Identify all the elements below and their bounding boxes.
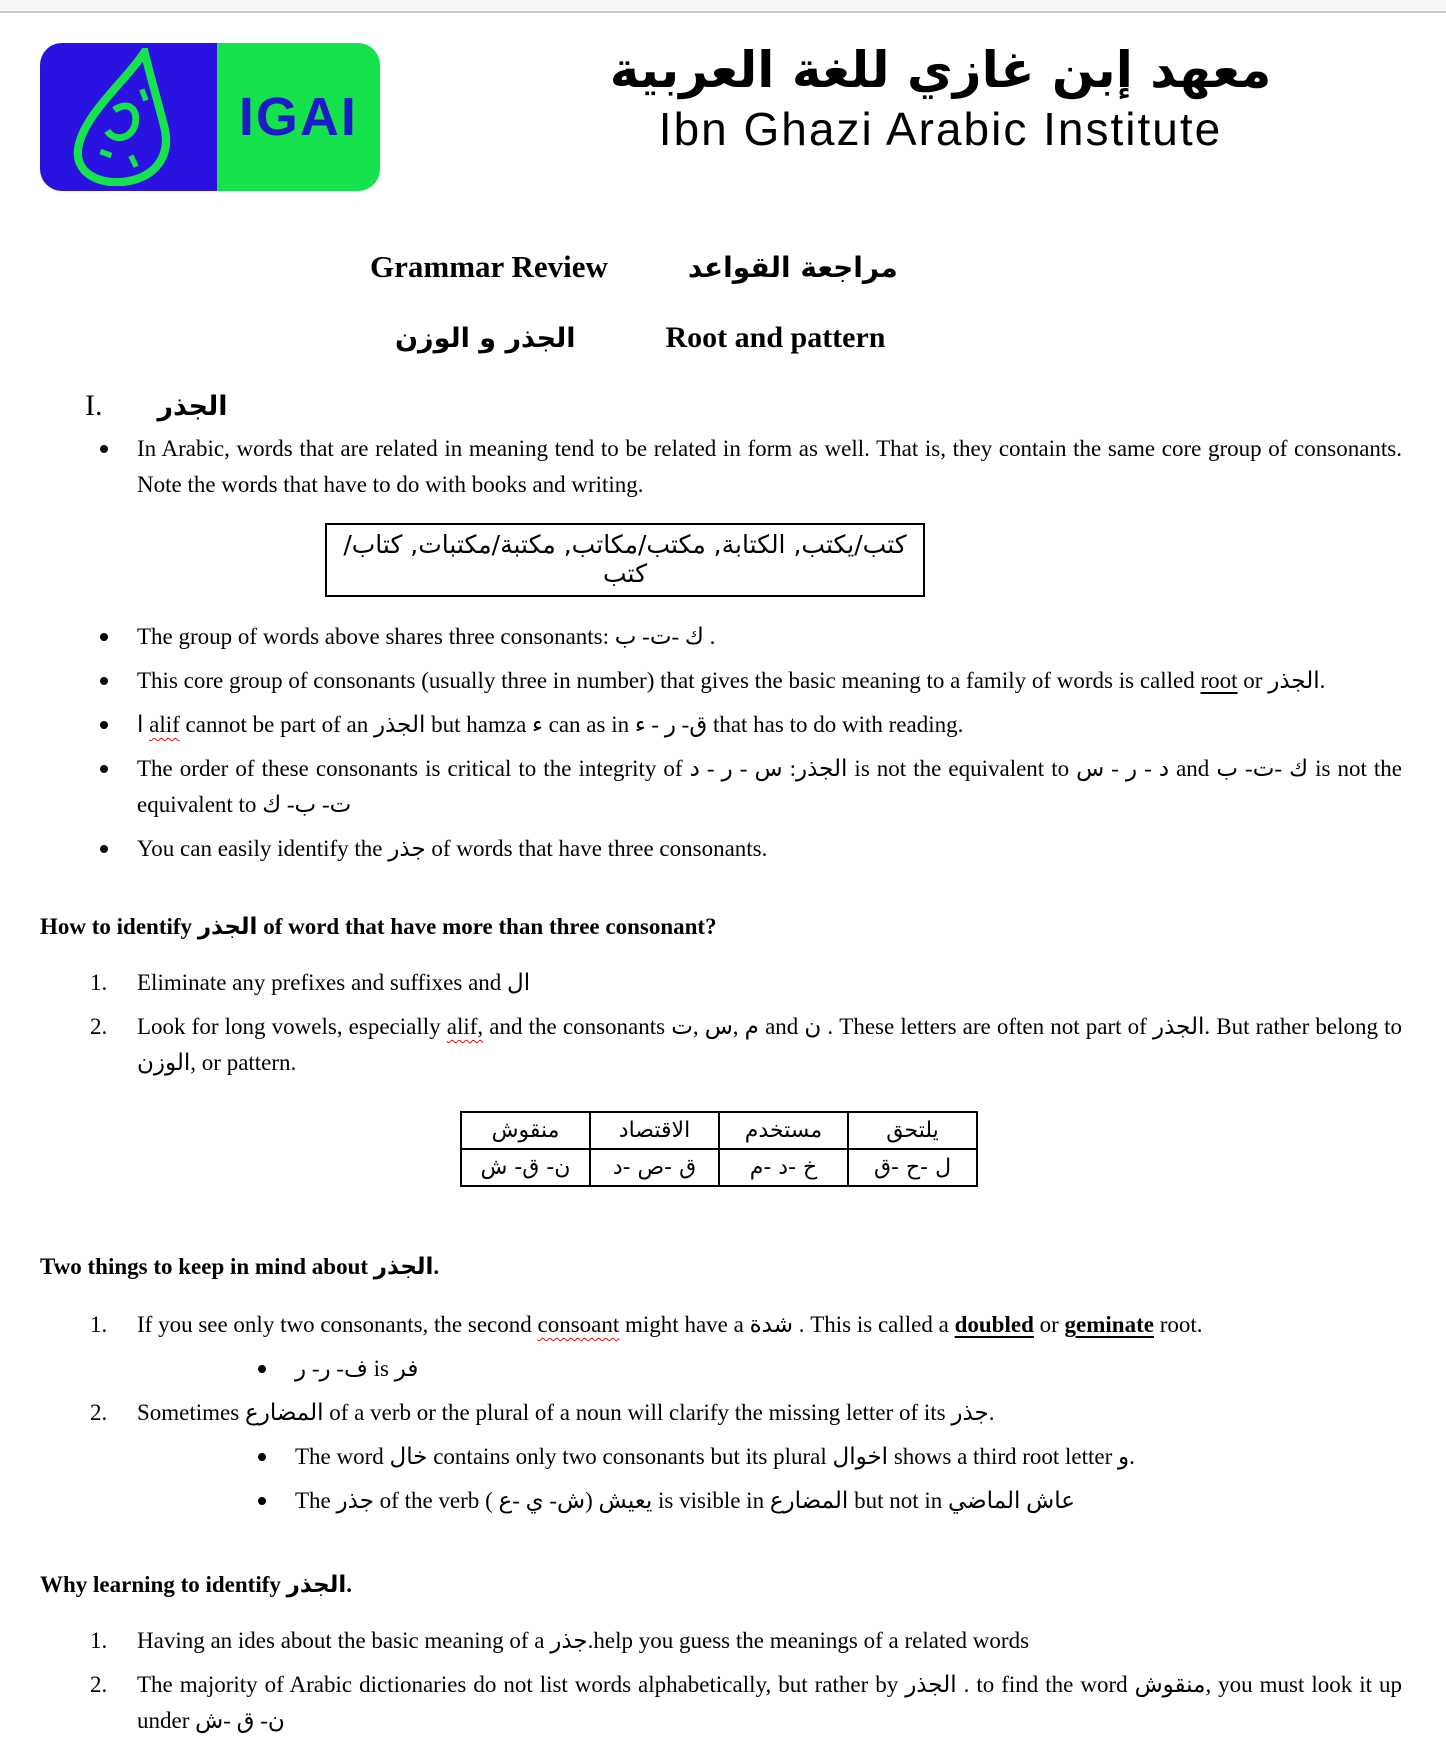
document-page xyxy=(0,43,1446,1739)
bullet-icon xyxy=(258,1365,266,1373)
logo-acronym: IGAI xyxy=(238,87,358,147)
bullet-consonant-order xyxy=(40,751,1406,823)
doc-title-english: Grammar Review xyxy=(370,249,608,284)
institute-names xyxy=(355,43,1406,156)
heading-two-things: Two things to keep in mind about الجذر. xyxy=(40,1254,440,1279)
twothings-item-2-sub2-text: The جذر of the verb يعيش (ش- ي -ع ) is visible in المضارع but not in عاش الماضي xyxy=(295,1488,1075,1513)
twothings-item-1-sub-text xyxy=(295,1351,1406,1387)
table-root-cell: ن- ق- ش xyxy=(461,1149,590,1186)
spellcheck-word-consoant: consoant xyxy=(537,1312,620,1337)
text-segment: ا xyxy=(137,712,150,737)
howto-item-1 xyxy=(40,965,1406,1001)
list-number: 1. xyxy=(90,1628,108,1653)
bullet-intro xyxy=(40,431,1406,503)
spellcheck-word-alif: alif xyxy=(149,712,180,737)
howto-item-2-text xyxy=(137,1009,1406,1081)
title-row xyxy=(40,249,1406,285)
text-segment: Look for long vowels, especially xyxy=(137,1014,447,1039)
roots-table-root-row xyxy=(461,1149,977,1186)
underlined-word-root: root xyxy=(1200,668,1238,693)
doc-subtitle-english: Root and pattern xyxy=(665,321,886,354)
table-root-cell: ل -ح -ق xyxy=(848,1149,977,1186)
table-root-cell: خ -د -م xyxy=(719,1149,848,1186)
table-header-cell: مستخدم xyxy=(719,1112,848,1149)
bullet-intro-text: In Arabic, words that are related in meaning tend to be related in form as well. That is, they contain the same core group of consonants. Note the words that have to do with books and writing. xyxy=(137,436,1402,497)
bullet-icon xyxy=(100,445,108,453)
text-segment: or xyxy=(1033,1312,1065,1337)
text-segment: might have a شدة . This is called a xyxy=(619,1312,955,1337)
list-number: 2. xyxy=(90,1400,108,1425)
calligraphy-drop-icon xyxy=(58,48,198,186)
bullet-identify-three xyxy=(40,831,1406,867)
why-item-2-text: The majority of Arabic dictionaries do not list words alphabetically, but rather by الجذر . to find the word منقوش, you must look it up under ن- ق -ش xyxy=(137,1672,1403,1733)
text-segment: and the consonants م ,س ,ت and ن . These letters are often not part of الجذر. But rather belong to الوزن, or pattern. xyxy=(137,1014,1402,1075)
bullet-icon xyxy=(258,1453,266,1461)
bullet-icon xyxy=(100,845,108,853)
bullet-alif-hamza xyxy=(40,707,1406,743)
table-header-cell: منقوش xyxy=(461,1112,590,1149)
list-number: 2. xyxy=(90,1014,108,1039)
bullet-consonant-order-text: The order of these consonants is critical to the integrity of الجذر: س - ر - د is not the equivalent to د - ر - س and ك -ت- ب is not the equivalent to ت- ب- ك xyxy=(137,756,1402,817)
logo-green-panel xyxy=(217,43,380,191)
roots-table xyxy=(460,1111,978,1187)
twothings-item-2-sub1-text: The word خال contains only two consonants but its plural اخوال shows a third root letter و. xyxy=(295,1444,1135,1469)
roots-table-header-row xyxy=(461,1112,977,1149)
bullet-alif-hamza-text xyxy=(137,707,1406,743)
text-segment: cannot be part of an الجذر but hamza ء can as in ق- ر - ء that has to do with reading. xyxy=(179,712,964,737)
doc-subtitle-arabic: الجذر و الوزن xyxy=(395,323,576,354)
why-item-1-text: Having an ides about the basic meaning of a جذر.help you guess the meanings of a related words xyxy=(137,1628,1030,1653)
heading-how-to-identify: How to identify الجذر of word that have more than three consonant? xyxy=(40,914,717,939)
bullet-icon xyxy=(100,677,108,685)
text-segment: فر is ف- ر- ر xyxy=(295,1356,419,1381)
bullet-identify-three-text: You can easily identify the جذر of words that have three consonants. xyxy=(137,836,768,861)
bullet-root-definition-text xyxy=(137,663,1406,699)
spellcheck-word-alif: alif, xyxy=(446,1014,484,1039)
list-number: 1. xyxy=(90,970,108,995)
bullet-icon xyxy=(100,721,108,729)
text-segment: If you see only two consonants, the second xyxy=(137,1312,538,1337)
doc-title-arabic: مراجعة القواعد xyxy=(687,251,898,284)
bullet-shared-consonants-text: The group of words above shares three consonants: ك -ت- ب . xyxy=(137,624,716,649)
heading-why-identify: Why learning to identify الجذر. xyxy=(40,1572,352,1597)
twothings-item-1-text xyxy=(137,1307,1406,1343)
subtitle-row xyxy=(40,321,1406,355)
word-family-text: كتب/يكتب, الكتابة, مكتب/مكاتب, مكتبة/مكتبات, كتاب/كتب xyxy=(343,530,907,588)
table-header-cell: الاقتصاد xyxy=(590,1112,719,1149)
table-header-cell: يلتحق xyxy=(848,1112,977,1149)
text-segment: This core group of consonants (usually three in number) that gives the basic meaning to a family of words is called xyxy=(137,668,1201,693)
why-item-1 xyxy=(40,1623,1406,1659)
term-geminate: geminate xyxy=(1064,1312,1154,1337)
twothings-item-2 xyxy=(40,1395,1406,1431)
bullet-icon xyxy=(100,765,108,773)
text-segment: or الجذر. xyxy=(1237,668,1326,693)
list-number: 2. xyxy=(90,1672,108,1697)
word-family-box xyxy=(325,523,925,597)
howto-item-2 xyxy=(40,1009,1406,1081)
section-1-heading xyxy=(40,389,1406,423)
section-numeral: I. xyxy=(85,389,103,422)
twothings-item-2-sub1 xyxy=(40,1439,1406,1475)
bullet-icon xyxy=(258,1497,266,1505)
twothings-item-2-sub2 xyxy=(40,1483,1406,1519)
institute-name-arabic: معهد إبن غازي للغة العربية xyxy=(609,41,1272,99)
twothings-item-1 xyxy=(40,1307,1406,1343)
section-heading-arabic: الجذر xyxy=(157,391,228,422)
howto-item-1-text: Eliminate any prefixes and suffixes and ال xyxy=(137,970,531,995)
document-header xyxy=(40,43,1406,191)
term-doubled: doubled xyxy=(954,1312,1034,1337)
table-root-cell: ق -ص -د xyxy=(590,1149,719,1186)
why-item-2 xyxy=(40,1667,1406,1739)
twothings-item-2-text: Sometimes المضارع of a verb or the plural of a noun will clarify the missing letter of its جذر. xyxy=(137,1400,995,1425)
window-chrome-strip xyxy=(0,0,1446,13)
twothings-item-1-sub xyxy=(40,1351,1406,1387)
list-number: 1. xyxy=(90,1312,108,1337)
bullet-icon xyxy=(100,633,108,641)
institute-logo xyxy=(40,43,380,191)
logo-blue-panel xyxy=(40,43,217,191)
bullet-shared-consonants xyxy=(40,619,1406,655)
text-segment: root. xyxy=(1153,1312,1203,1337)
institute-name-english: Ibn Ghazi Arabic Institute xyxy=(658,103,1223,155)
bullet-root-definition xyxy=(40,663,1406,699)
